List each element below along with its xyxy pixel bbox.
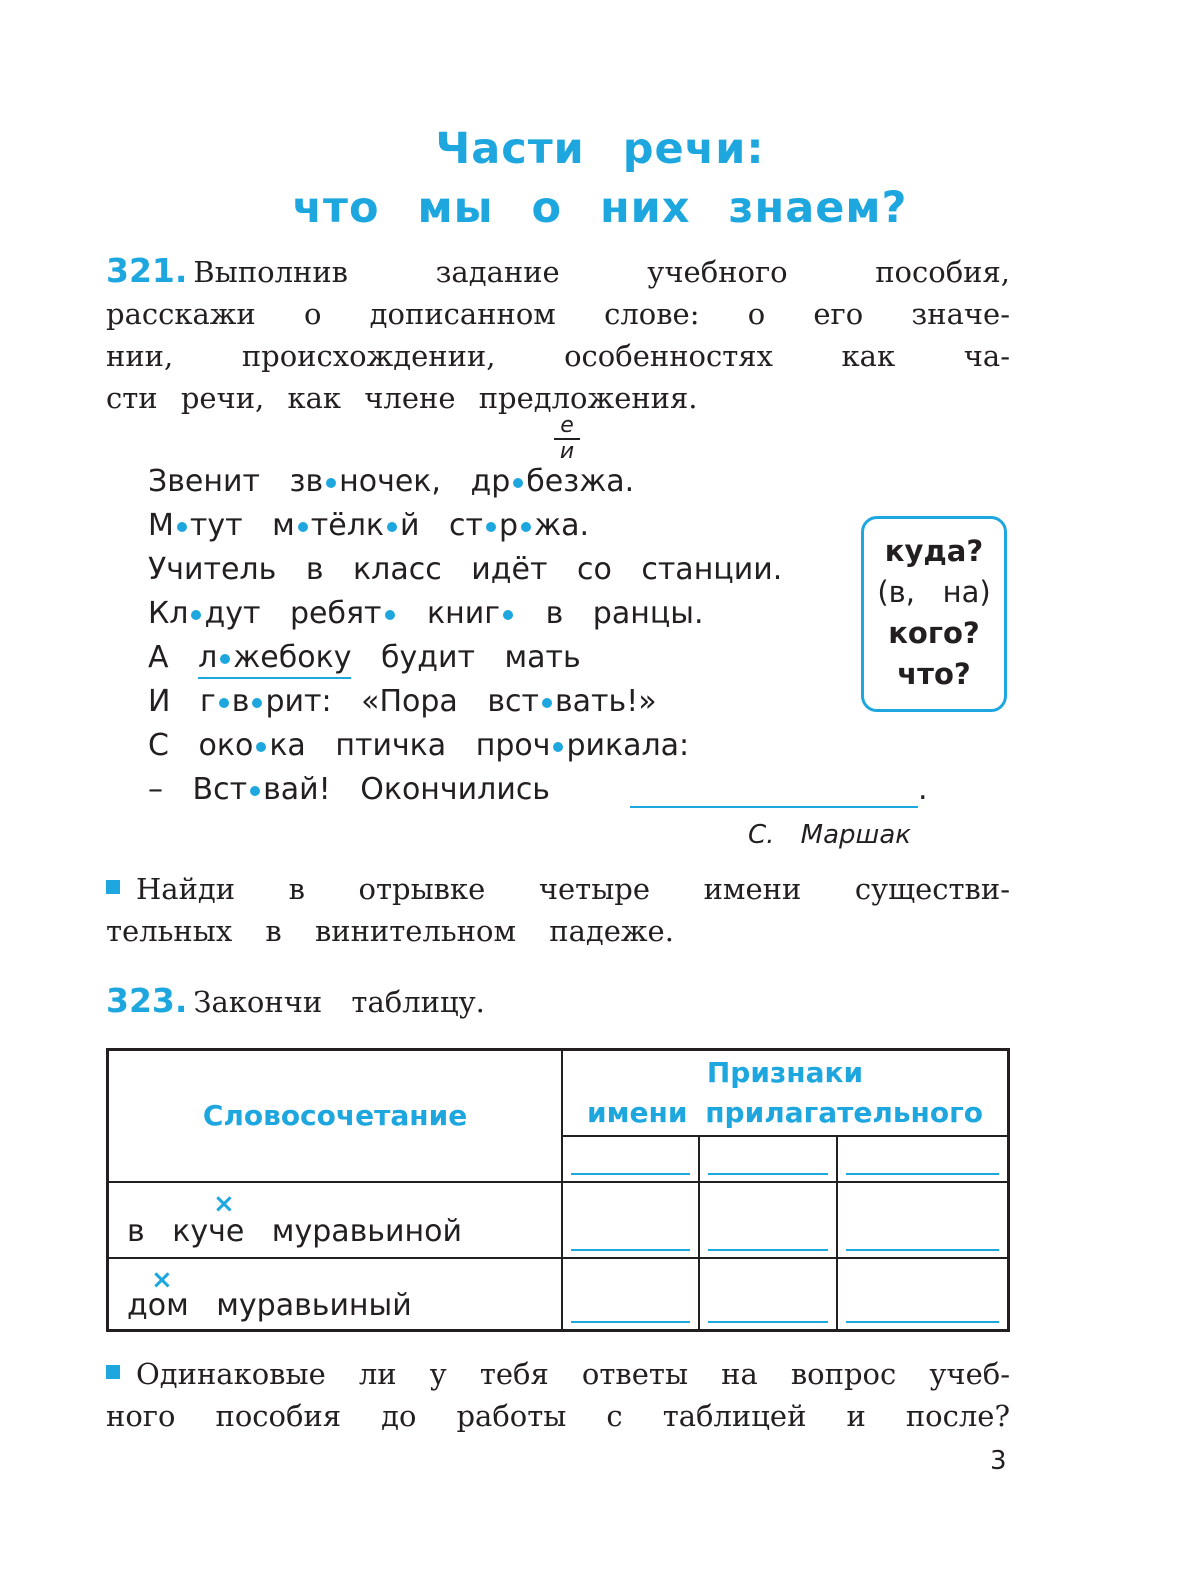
poem-line-5: А л жебоку будит мать	[148, 636, 581, 680]
task-323: 323. Закончи таблицу.	[106, 981, 485, 1020]
missing-letter-dot	[387, 522, 397, 532]
missing-letter-dot	[252, 698, 262, 708]
missing-letter-dot	[542, 698, 552, 708]
missing-letter-dot	[256, 742, 266, 752]
answer-blank-line[interactable]	[630, 806, 918, 808]
missing-letter-dot	[385, 610, 395, 620]
task-321-line: 321. Выполнив задание учебного пособия,	[106, 251, 1010, 290]
missing-letter-dot	[326, 478, 336, 488]
poem-author: С. Маршак	[748, 820, 911, 850]
task-number: 321.	[106, 251, 188, 290]
page-title-line-2: что мы о них знаем?	[292, 183, 908, 233]
poem-period: .	[918, 772, 928, 807]
feature-cell[interactable]	[562, 1136, 699, 1182]
task-321-line: сти речи, как члене предложения.	[106, 381, 698, 415]
square-bullet-icon	[106, 1365, 120, 1379]
missing-letter-dot	[220, 654, 230, 664]
cross-mark-icon: ×	[213, 1188, 235, 1219]
missing-letter-dot	[250, 786, 260, 796]
missing-letter-dot	[298, 522, 308, 532]
feature-cell[interactable]	[699, 1258, 836, 1331]
task-321	[106, 250, 1010, 419]
underlined-word: л жебоку	[198, 640, 351, 679]
missing-letter-dot	[191, 610, 201, 620]
table-row-phrase: × в куче муравьиной	[108, 1182, 563, 1258]
poem-line-2: М тут м тёлк й ст р жа.	[148, 508, 590, 543]
poem-line-6: И г в рит: «Пора вст вать!»	[148, 684, 657, 719]
missing-letter-dot	[521, 522, 531, 532]
missing-letter-dot	[219, 698, 229, 708]
vowel-hint: е и	[554, 414, 580, 464]
page-title-line-1: Части речи:	[435, 124, 765, 174]
feature-cell[interactable]	[699, 1136, 836, 1182]
feature-cell[interactable]	[837, 1258, 1009, 1331]
missing-letter-dot	[486, 522, 496, 532]
poem-line-7: С око ка птичка проч рикала:	[148, 728, 690, 763]
task-321-line: нии, происхождении, особенностях как ча-	[106, 339, 1010, 373]
header-features: Признаки имени прилагательного	[562, 1050, 1009, 1136]
square-bullet-icon	[106, 880, 120, 894]
header-phrase: Словосочетание	[108, 1050, 563, 1182]
cross-mark-icon: ×	[151, 1264, 173, 1295]
task-321-line: расскажи о дописанном слове: о его значе-	[106, 297, 1010, 331]
table-row-phrase: × дом муравьиный	[108, 1258, 563, 1331]
missing-letter-dot	[553, 742, 563, 752]
missing-letter-dot	[177, 522, 187, 532]
poem-line-4: Кл дут ребят книг в ранцы.	[148, 596, 704, 631]
feature-cell[interactable]	[837, 1182, 1009, 1258]
poem-line-1: Звенит зв ночек, др безжа.	[148, 464, 635, 499]
missing-letter-dot	[503, 610, 513, 620]
feature-cell[interactable]	[837, 1136, 1009, 1182]
poem-line-3: Учитель в класс идёт со станции.	[148, 552, 783, 587]
task-find-nouns: Найди в отрывке четыре имени существи- тельных в винительном падеже.	[106, 872, 1010, 948]
feature-cell[interactable]	[562, 1258, 699, 1331]
question-hint-box: куда? (в, на) кого? что?	[861, 516, 1007, 712]
task-number: 323.	[106, 981, 188, 1020]
page-number: 3	[990, 1446, 1007, 1476]
exercise-table	[106, 1048, 1010, 1332]
missing-letter-dot	[513, 478, 523, 488]
feature-cell[interactable]	[699, 1182, 836, 1258]
poem-line-8: – Вст вай! Окончились	[148, 772, 550, 807]
task-final-question: Одинаковые ли у тебя ответы на вопрос учеб- ного пособия до работы с таблицей и после?	[106, 1357, 1010, 1433]
feature-cell[interactable]	[562, 1182, 699, 1258]
